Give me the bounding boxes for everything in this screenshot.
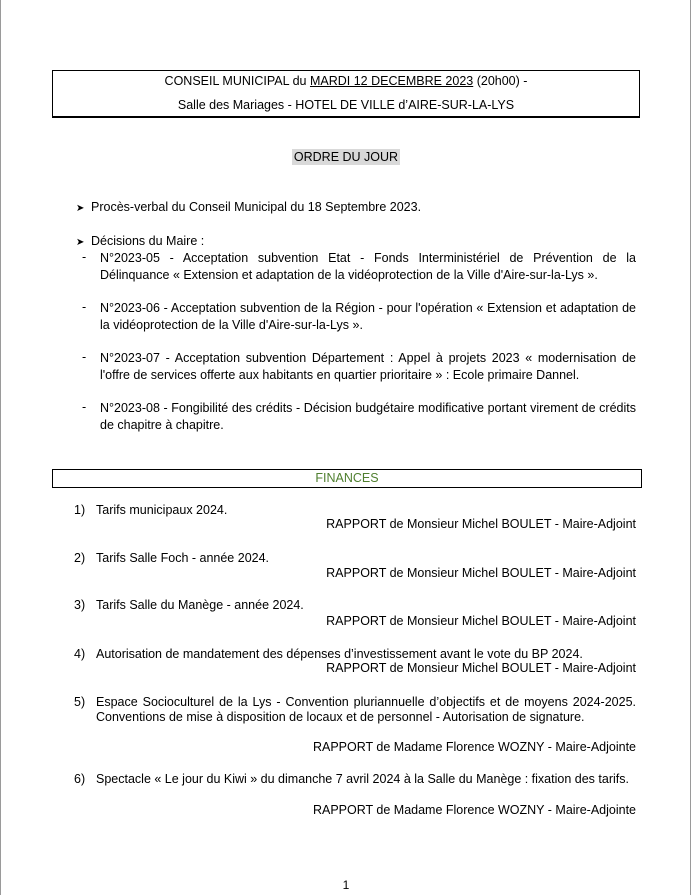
decision-text: N°2023-08 - Fongibilité des crédits - Décision budgétaire modificative portant virement de crédits de chapitre à chapitre. [100,401,636,432]
page-edge-left [0,0,1,895]
item-rapport: RAPPORT de Madame Florence WOZNY - Maire-Adjointe [312,803,636,817]
item-rapport: RAPPORT de Monsieur Michel BOULET - Maire-Adjoint [326,661,636,675]
dash: - [82,350,87,364]
dash: - [82,300,87,314]
header-line-2: Salle des Mariages - HOTEL DE VILLE d’AIRE-SUR-LA-LYS [177,98,515,112]
arrow-icon: ➤ [76,203,85,214]
item-number: 5) [74,695,86,709]
item-rapport: RAPPORT de Monsieur Michel BOULET - Maire-Adjoint [326,517,636,531]
item-text: Tarifs Salle Foch - année 2024. [96,551,270,565]
item-number: 6) [74,772,86,786]
dash: - [82,400,87,414]
header-box [52,70,640,118]
item-text: Tarifs Salle du Manège - année 2024. [96,598,304,612]
decision-text: N°2023-07 - Acceptation subvention Département : Appel à projets 2023 « modernisation de l'offre de services offerte aux habitants en quartier prioritaire » : Ecole primaire Dannel. [100,351,636,382]
page-edge-right [690,0,691,895]
decision-text: N°2023-05 - Acceptation subvention Etat - Fonds Interministériel de Prévention de la Délinquance « Extension et adaptation de la vidéoprotection de la Ville d'Aire-sur-la-Lys ». [100,251,636,282]
decision-text: N°2023-06 - Acceptation subvention de la Région - pour l'opération « Extension et adaptation de la vidéoprotection de la Ville d'Aire-sur-la-Lys ». [100,301,636,332]
item-number: 4) [74,647,86,661]
pv-text: Procès-verbal du Conseil Municipal du 18 Septembre 2023. [91,200,422,214]
bullet-decisions [76,234,204,248]
agenda-title [0,150,692,164]
header-suffix: (20h00) - [473,74,528,88]
item-text: Spectacle « Le jour du Kiwi » du dimanche 7 avril 2024 à la Salle du Manège : fixation des tarifs. [96,772,629,786]
header-date: MARDI 12 DECEMBRE 2023 [309,74,474,88]
header-prefix: CONSEIL MUNICIPAL du [164,74,310,88]
header-line-1 [53,74,639,88]
item-number: 2) [74,551,86,565]
item-rapport: RAPPORT de Monsieur Michel BOULET - Maire-Adjoint [326,614,636,628]
item-rapport: RAPPORT de Monsieur Michel BOULET - Maire-Adjoint [326,566,636,580]
agenda-title-text: ORDRE DU JOUR [293,150,399,164]
item-text: Espace Socioculturel de la Lys - Convention pluriannuelle d’objectifs et de moyens 2024-2025. Conventions de mise à disposition de locaux et de personnel - Autorisation de signature. [96,695,636,724]
bullet-pv [76,200,421,214]
item-text: Autorisation de mandatement des dépenses d’investissement avant le vote du BP 2024. [96,647,583,661]
item-text: Tarifs municipaux 2024. [96,503,228,517]
item-number: 1) [74,503,86,517]
item-rapport: RAPPORT de Madame Florence WOZNY - Maire-Adjointe [312,740,636,754]
page-number: 1 [342,878,350,892]
decisions-heading: Décisions du Maire : [91,234,205,248]
arrow-icon: ➤ [76,237,85,248]
finances-section-title: FINANCES [52,469,642,488]
item-number: 3) [74,598,86,612]
dash: - [82,250,87,264]
